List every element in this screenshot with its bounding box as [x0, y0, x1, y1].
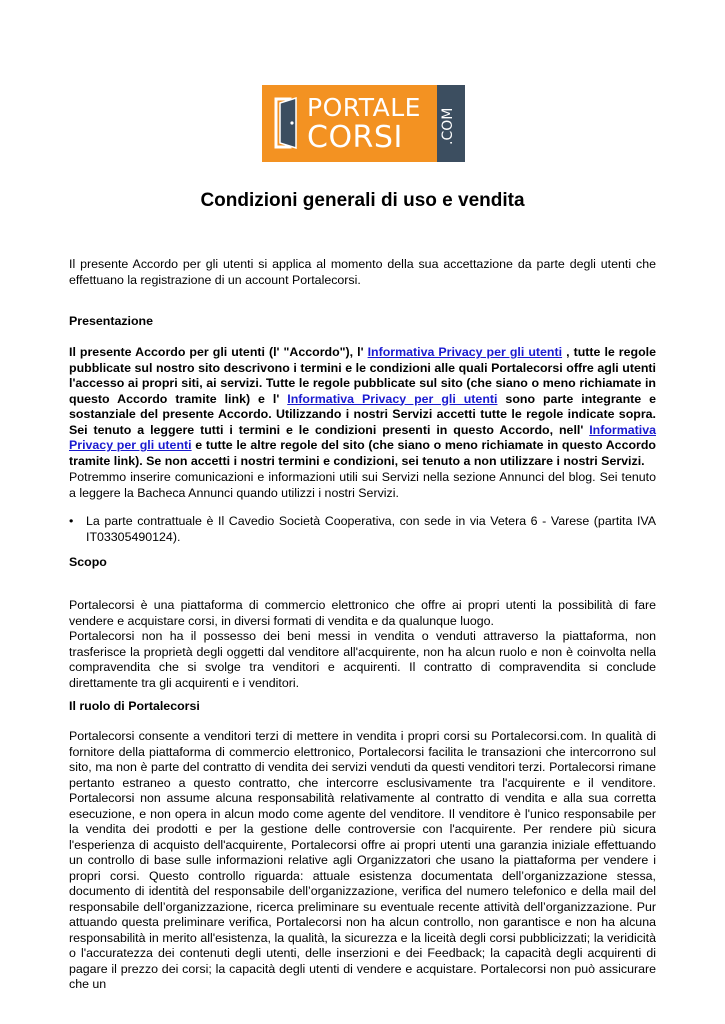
- portalecorsi-logo: [262, 85, 465, 162]
- heading-presentazione: Presentazione: [69, 314, 154, 328]
- bullet-dot: •: [69, 514, 74, 528]
- privacy-link-3[interactable]: Informativa Privacy per gli utenti: [69, 422, 656, 452]
- door-icon: [274, 95, 302, 151]
- privacy-link-1[interactable]: Informativa Privacy per gli utenti: [367, 345, 563, 359]
- presentazione-paragraph-2: Potremmo inserire comunicazioni e informazioni utili sui Servizi nella sezione Annunci del blog. Sei tenuto a leggere la Bacheca Annunci quando utilizzi i nostri Servizi.: [69, 470, 656, 500]
- text-segment: , tutte le regole pubblicate sul nostro sito descrivono i termini e le condizioni alle quali Portalecorsi offre agli utenti l'accesso ai propri siti, ai servizi. Tutte le regole pubblicate sul sito (che siano o meno richiamate in questo Accordo tramite link) e l': [69, 345, 656, 406]
- bullet-item: [69, 514, 656, 545]
- page-title: Condizioni generali di uso e vendita: [200, 190, 525, 211]
- logo-text-com: .COM: [440, 107, 456, 145]
- bullet-text: La parte contrattuale è Il Cavedio Società Cooperativa, con sede in via Vetera 6 - Varese (partita IVA IT03305490124).: [86, 514, 656, 544]
- logo-text-corsi: CORSI: [307, 120, 403, 155]
- heading-scopo: Scopo: [69, 555, 107, 569]
- logo-text-portale: PORTALE: [307, 93, 421, 122]
- text-segment: sono parte integrante e sostanziale del presente Accordo. Utilizzando i nostri Servizi accetti tutte le regole indicate sopra. Sei tenuto a leggere tutti i termini e le condizioni presenti in questo Accordo, nell': [69, 391, 657, 437]
- ruolo-paragraph-1: Portalecorsi consente a venditori terzi di mettere in vendita i propri corsi su Portalecorsi.com. In qualità di fornitore della piattaforma di commercio elettronico, Portalecorsi facilita le transazioni che intercorrono sul sito, ma non è parte del contratto di vendita dei servizi venduti da questi venditori terzi. Portalecorsi rimane pertanto estraneo a questo contratto, che intercorre esclusivamente tra l'acquirente e il venditore. Portalecorsi non assume alcuna responsabilità relativamente al contratto di vendita e alla sua corretta esecuzione, e non opera in alcun modo come agente del venditore. Il venditore è l'unico responsabile per la vendita dei prodotti e per la gestione delle controversie con l'acquirente. Per rendere più sicura l'esperienza di acquisto dell'acquirente, Portalecorsi offre ai propri utenti una garanzia iniziale effettuando un controllo di base sulle informazioni relative agli Organizzatori che usano la piattaforma per vendere i propri corsi. Questo controllo riguarda: attuale esistenza documentata dell’organizzazione stessa, documento di identità del responsabile dell’organizzazione, verifica del numero telefonico e della mail del responsabile dell’organizzazione, ricerca preliminare su eventuale recente attività dell’organizzazione. Pur attuando questa preliminare verifica, Portalecorsi non ha alcun controllo, non garantisce e non ha alcuna responsabilità in merito all'esistenza, la qualità, la sicurezza e la liceità degli corsi pubblicizzati; la veridicità o l'accuratezza dei contenuti degli utenti, delle inserzioni e dei Feedback; la capacità degli acquirenti di pagare il prezzo dei corsi; la capacità degli utenti di vendere e acquistare. Portalecorsi non può assicurare che un: [69, 729, 656, 991]
- scopo-paragraph-1: Portalecorsi è una piattaforma di commercio elettronico che offre ai propri utenti la possibilità di fare vendere e acquistare corsi, in diversi formati di vendita e da qualunque luogo.: [69, 598, 656, 628]
- intro-paragraph: Il presente Accordo per gli utenti si applica al momento della sua accettazione da parte degli utenti che effettuano la registrazione di un account Portalecorsi.: [69, 257, 656, 287]
- presentazione-paragraph-1: [69, 345, 656, 469]
- heading-ruolo: Il ruolo di Portalecorsi: [69, 699, 200, 713]
- scopo-paragraph-2: Portalecorsi non ha il possesso dei beni messi in vendita o venduti attraverso la piattaforma, non trasferisce la proprietà degli oggetti dal venditore all'acquirente, non ha alcun ruolo e non è coinvolta nella compravendita che si svolge tra venditori e acquirenti. Il contratto di compravendita si conclude direttamente tra gli acquirenti e i venditori.: [69, 629, 656, 690]
- text-segment: e tutte le altre regole del sito (che siano o meno richiamate in questo Accordo tramite link). Se non accetti i nostri termini e condizioni, sei tenuto a non utilizzare i nostri Servizi.: [69, 438, 656, 468]
- privacy-link-2[interactable]: Informativa Privacy per gli utenti: [287, 391, 498, 406]
- text-segment: Il presente Accordo per gli utenti (l' "Accordo"), l': [69, 345, 368, 359]
